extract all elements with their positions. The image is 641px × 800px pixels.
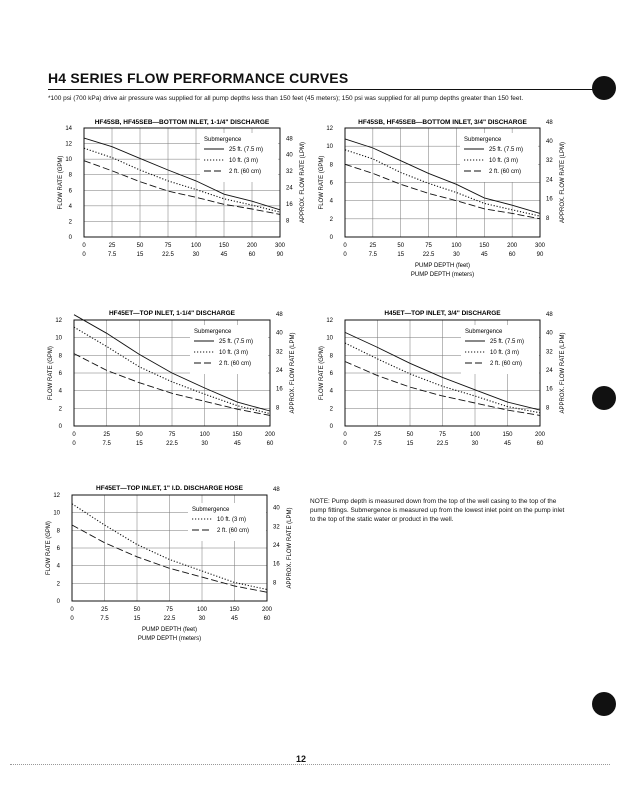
y-tick-label: 0	[58, 424, 62, 430]
x-tick-label: 75	[164, 243, 172, 249]
x2-tick-label: 22.5	[422, 252, 435, 258]
y-tick-label: 8	[56, 528, 60, 535]
y-tick-label: 10	[65, 157, 72, 164]
y-tick-label: 10	[55, 335, 62, 342]
x-tick-label: 150	[502, 432, 513, 438]
y-tick-label: 8	[68, 172, 72, 179]
x-tick-label: 25	[108, 243, 116, 249]
x2-tick-label: 7.5	[107, 252, 117, 258]
y-tick-label: 10	[53, 510, 60, 517]
legend-entry: 10 ft. (3 m)	[489, 158, 519, 164]
scan-edge-artifact	[10, 764, 610, 766]
x2-tick-label: 60	[266, 441, 274, 447]
x2-tick-label: 0	[72, 441, 76, 447]
x2-tick-label: 60	[263, 616, 271, 622]
y-tick-label: 4	[68, 203, 72, 210]
page-number: 12	[296, 754, 307, 764]
x2-tick-label: 30	[192, 252, 200, 258]
x2-tick-label: 45	[231, 616, 238, 622]
x2-tick-label: 15	[397, 252, 405, 258]
y2-tick-label: 8	[273, 580, 277, 587]
x2-axis-title: PUMP DEPTH (meters)	[137, 636, 202, 642]
y-tick-label: 12	[53, 493, 60, 499]
x-tick-label: 75	[166, 607, 173, 613]
x-tick-label: 200	[507, 243, 518, 249]
y-tick-label: 0	[56, 599, 60, 605]
y-tick-label: 6	[58, 371, 62, 377]
y2-tick-label: 48	[286, 136, 293, 143]
y-tick-label: 6	[56, 546, 60, 552]
x2-tick-label: 22.5	[162, 252, 174, 258]
x-tick-label: 100	[196, 607, 208, 613]
legend-entry: 25 ft. (7.5 m)	[489, 147, 524, 153]
y2-axis-title: APPROX. FLOW RATE (LPM)	[287, 507, 293, 589]
x2-tick-label: 60	[536, 441, 544, 447]
x-tick-label: 0	[343, 243, 347, 249]
y2-tick-label: 8	[276, 405, 280, 412]
y-tick-label: 2	[56, 581, 60, 588]
y2-tick-label: 8	[286, 218, 290, 225]
y-tick-label: 4	[58, 388, 62, 395]
x-tick-label: 50	[406, 432, 414, 438]
y-tick-label: 4	[329, 198, 333, 205]
x2-tick-label: 45	[220, 252, 228, 258]
y2-tick-label: 48	[546, 311, 553, 318]
x-axis-title: PUMP DEPTH (feet)	[142, 627, 197, 633]
y2-tick-label: 32	[276, 349, 283, 356]
x-tick-label: 300	[274, 243, 286, 249]
y2-tick-label: 48	[276, 311, 283, 318]
y2-tick-label: 48	[273, 486, 280, 493]
y-tick-label: 6	[68, 188, 72, 195]
x-tick-label: 200	[246, 243, 258, 249]
x2-tick-label: 7.5	[100, 616, 109, 622]
x-tick-label: 150	[229, 607, 240, 613]
y2-tick-label: 32	[546, 158, 553, 165]
chart-title: HF45SB, HF45SEB—BOTTOM INLET, 3/4" DISCHARGE	[358, 119, 527, 126]
y-axis-title: FLOW RATE (GPM)	[319, 155, 325, 210]
x-tick-label: 50	[135, 432, 143, 438]
y2-tick-label: 32	[273, 524, 280, 531]
legend-entry: 2 ft. (60 cm)	[489, 169, 522, 175]
legend-title: Submergence	[204, 137, 242, 143]
x-tick-label: 50	[136, 243, 144, 249]
x2-tick-label: 7.5	[368, 252, 378, 258]
y-tick-label: 8	[329, 162, 333, 169]
y-tick-label: 0	[329, 235, 333, 241]
x2-tick-label: 15	[135, 441, 143, 447]
legend-entry: 10 ft. (3 m)	[229, 158, 259, 164]
legend-entry: 2 ft. (60 cm)	[219, 361, 252, 367]
x-tick-label: 75	[425, 243, 432, 249]
y2-axis-title: APPROX. FLOW RATE (LPM)	[560, 332, 566, 414]
y-axis-title: FLOW RATE (GPM)	[46, 521, 52, 575]
x2-tick-label: 0	[82, 252, 86, 258]
y2-tick-label: 48	[546, 119, 553, 126]
y-tick-label: 8	[329, 353, 333, 360]
y2-tick-label: 16	[273, 561, 280, 568]
y2-tick-label: 32	[286, 169, 293, 176]
x-tick-label: 150	[218, 243, 230, 249]
y2-tick-label: 40	[276, 330, 283, 337]
y2-tick-label: 16	[276, 386, 283, 393]
y2-tick-label: 24	[286, 185, 293, 192]
x2-tick-label: 30	[471, 441, 479, 447]
y-tick-label: 14	[65, 126, 72, 132]
x2-tick-label: 0	[343, 252, 347, 258]
y2-tick-label: 8	[546, 215, 550, 222]
y-tick-label: 12	[55, 318, 62, 324]
chart-title: HF45ET—TOP INLET, 1-1/4" DISCHARGE	[108, 310, 236, 317]
x-tick-label: 0	[72, 432, 76, 438]
legend-entry: 10 ft. (3 m)	[490, 350, 520, 356]
page-title: H4 SERIES FLOW PERFORMANCE CURVES	[48, 70, 349, 86]
legend-entry: 25 ft. (7.5 m)	[219, 339, 254, 345]
x2-tick-label: 60	[508, 252, 516, 258]
y-tick-label: 2	[58, 406, 62, 413]
x-tick-label: 75	[439, 432, 446, 438]
legend-entry: 2 ft. (60 cm)	[229, 169, 262, 175]
legend-title: Submergence	[192, 507, 230, 513]
y-tick-label: 2	[329, 216, 333, 223]
x2-tick-label: 15	[133, 616, 141, 622]
x-tick-label: 200	[534, 432, 546, 438]
y2-tick-label: 24	[546, 367, 553, 374]
x2-tick-label: 0	[343, 441, 347, 447]
y-tick-label: 6	[329, 180, 333, 187]
x2-tick-label: 60	[248, 252, 256, 258]
chart-title: H45ET—TOP INLET, 3/4" DISCHARGE	[384, 310, 501, 317]
x2-tick-label: 22.5	[436, 441, 449, 447]
y2-axis-title: APPROX. FLOW RATE (LPM)	[560, 142, 566, 223]
y-tick-label: 10	[326, 335, 333, 342]
x-tick-label: 25	[103, 432, 111, 438]
x2-tick-label: 7.5	[102, 441, 111, 447]
x-tick-label: 50	[133, 607, 141, 613]
x2-tick-label: 22.5	[163, 616, 176, 622]
y2-tick-label: 40	[546, 330, 553, 337]
legend-entry: 10 ft. (3 m)	[219, 350, 249, 356]
legend-title: Submergence	[194, 329, 232, 335]
x2-axis-title: PUMP DEPTH (meters)	[410, 272, 475, 278]
y2-tick-label: 40	[286, 152, 293, 159]
x2-tick-label: 30	[201, 441, 209, 447]
x2-tick-label: 30	[453, 252, 460, 258]
x-tick-label: 25	[369, 243, 377, 249]
x2-tick-label: 45	[480, 252, 488, 258]
pump-depth-note: NOTE: Pump depth is measured down from the top of the well casing to the top of the pump fittings. Submergence is measured up from the lowest inlet point on the pump inlet to the top of the static water or product in the well.	[310, 498, 565, 523]
legend-entry: 25 ft. (7.5 m)	[229, 147, 264, 153]
y2-axis-title: APPROX. FLOW RATE (LPM)	[290, 332, 296, 414]
y-axis-title: FLOW RATE (GPM)	[319, 346, 325, 400]
y2-tick-label: 24	[276, 367, 283, 374]
y2-tick-label: 16	[286, 202, 293, 209]
x-tick-label: 75	[168, 432, 176, 438]
x2-tick-label: 45	[233, 441, 241, 447]
x2-tick-label: 0	[70, 616, 74, 622]
y-tick-label: 12	[65, 141, 72, 148]
y2-tick-label: 16	[546, 196, 553, 203]
x-tick-label: 100	[199, 432, 210, 438]
y-axis-title: FLOW RATE (GPM)	[48, 346, 54, 400]
x-tick-label: 300	[534, 243, 546, 249]
x-tick-label: 100	[190, 243, 202, 249]
legend-title: Submergence	[464, 137, 502, 143]
y-tick-label: 12	[326, 126, 333, 132]
y-tick-label: 2	[68, 219, 72, 226]
legend-entry: 2 ft. (60 cm)	[217, 528, 250, 534]
y-tick-label: 12	[326, 318, 333, 324]
y2-tick-label: 32	[546, 349, 553, 356]
x-tick-label: 150	[479, 243, 490, 249]
x-tick-label: 25	[374, 432, 381, 438]
y-tick-label: 0	[329, 424, 333, 430]
x-tick-label: 200	[264, 432, 276, 438]
y-tick-label: 2	[329, 406, 333, 413]
y2-tick-label: 24	[273, 542, 280, 549]
legend-entry: 25 ft. (7.5 m)	[490, 339, 525, 345]
x-tick-label: 25	[101, 607, 108, 613]
x-tick-label: 100	[469, 432, 481, 438]
air-pressure-note: *100 psi (700 kPa) drive air pressure was supplied for all pump depths less than 150 feet (45 meters); 150 psi was supplied for all pump depths greater than 150 feet.	[48, 95, 524, 102]
x2-tick-label: 7.5	[373, 441, 382, 447]
y2-tick-label: 16	[546, 386, 553, 393]
y-tick-label: 0	[68, 235, 72, 241]
legend-title: Submergence	[465, 329, 503, 335]
x-tick-label: 150	[232, 432, 243, 438]
y-tick-label: 10	[326, 144, 333, 151]
x-tick-label: 0	[70, 607, 74, 613]
chart-title: HF45ET—TOP INLET, 1" I.D. DISCHARGE HOSE	[96, 485, 243, 492]
y-tick-label: 8	[58, 353, 62, 360]
x2-tick-label: 22.5	[166, 441, 178, 447]
chart-title: HF45SB, HF45SEB—BOTTOM INLET, 1-1/4" DISCHARGE	[94, 119, 270, 126]
x-axis-title: PUMP DEPTH (feet)	[415, 263, 470, 269]
y2-tick-label: 40	[273, 505, 280, 512]
x-tick-label: 200	[261, 607, 273, 613]
legend-entry: 10 ft. (3 m)	[217, 517, 247, 523]
y2-tick-label: 8	[546, 405, 550, 412]
y2-tick-label: 40	[546, 139, 553, 146]
x2-tick-label: 90	[536, 252, 544, 258]
x-tick-label: 0	[82, 243, 86, 249]
x2-tick-label: 90	[276, 252, 284, 258]
y2-axis-title: APPROX. FLOW RATE (LPM)	[300, 142, 306, 223]
y-axis-title: FLOW RATE (GPM)	[58, 155, 64, 210]
legend-entry: 2 ft. (60 cm)	[490, 361, 523, 367]
y-tick-label: 4	[56, 563, 60, 570]
y-tick-label: 6	[329, 371, 333, 377]
y2-tick-label: 24	[546, 177, 553, 184]
x2-tick-label: 45	[504, 441, 511, 447]
x2-tick-label: 15	[406, 441, 414, 447]
y-tick-label: 4	[329, 388, 333, 395]
x-tick-label: 50	[397, 243, 405, 249]
x-tick-label: 0	[343, 432, 347, 438]
x2-tick-label: 30	[198, 616, 206, 622]
x2-tick-label: 15	[136, 252, 144, 258]
x-tick-label: 100	[451, 243, 462, 249]
